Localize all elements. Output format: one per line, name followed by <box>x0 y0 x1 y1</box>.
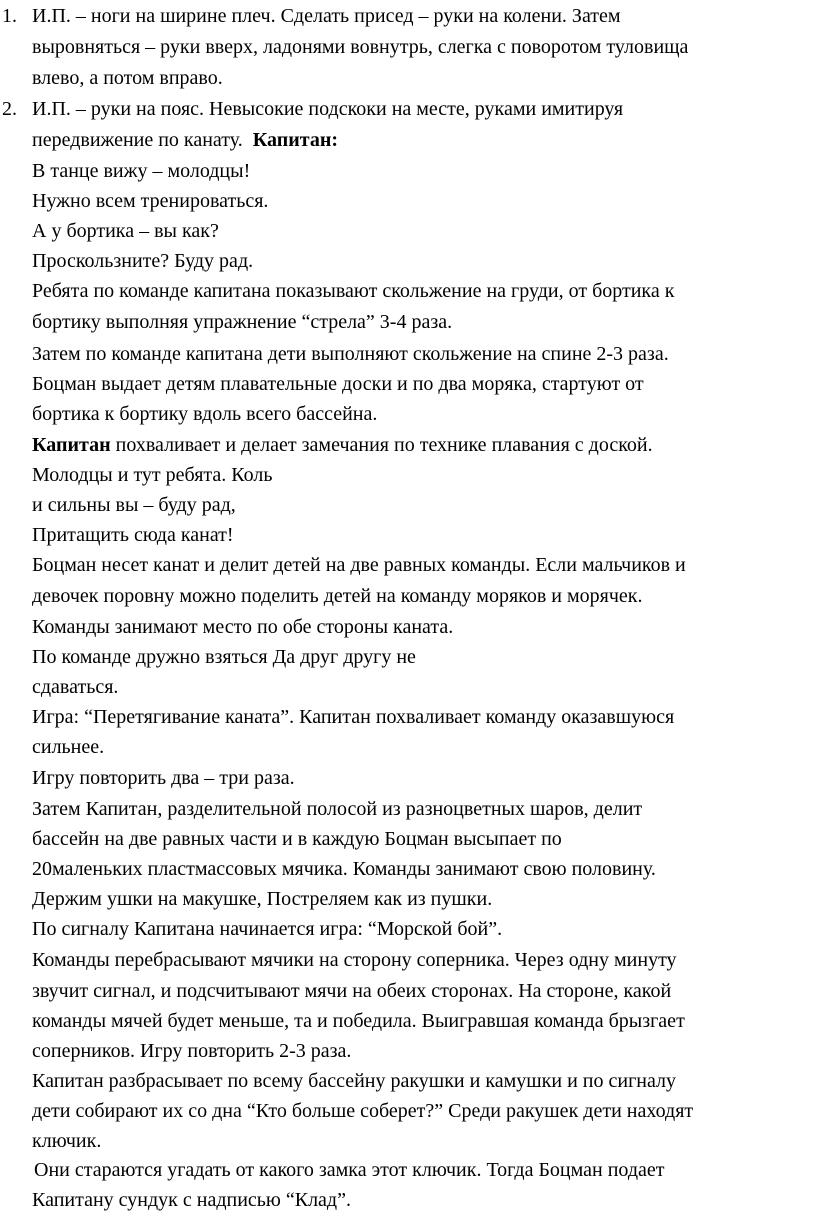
text-line: бортика к бортику вдоль всего бассейна. <box>32 403 378 425</box>
text-line: ключик. <box>32 1130 102 1152</box>
list-item-2-text: передвижение по канату. <box>32 129 243 151</box>
text-line: Игру повторить два – три раза. <box>32 767 295 789</box>
text-line: команды мячей будет меньше, та и победила. Выигравшая команда брызгает <box>32 1010 685 1032</box>
text-line: Они стараются угадать от какого замка этот ключик. Тогда Боцман подает <box>34 1159 665 1181</box>
text-line: бассейн на две равных части и в каждую Боцман высыпает по <box>32 828 562 850</box>
text-line: Ребята по команде капитана показывают скольжение на груди, от бортика к <box>32 280 675 302</box>
text-line: дети собирают их со дна “Кто больше соберет?” Среди ракушек дети находят <box>32 1100 694 1122</box>
list-item-1-line-2: выровняться – руки вверх, ладонями вовнутрь, слегка с поворотом туловища <box>32 36 689 58</box>
list-item-2-line-2 <box>32 126 338 155</box>
text-line: Боцман выдает детям плавательные доски и по два моряка, стартуют от <box>32 373 644 395</box>
text-line: По команде дружно взяться Да друг другу не <box>32 646 416 668</box>
text-line: Капитан разбрасывает по всему бассейну ракушки и камушки и по сигналу <box>32 1070 677 1092</box>
text-line: Проскользните? Буду рад. <box>32 250 254 272</box>
text-line: По сигналу Капитана начинается игра: “Морской бой”. <box>32 918 503 940</box>
text-line: Затем по команде капитана дети выполняют скольжение на спине 2-3 раза. <box>32 343 669 365</box>
text-line: Молодцы и тут ребята. Коль <box>32 464 273 486</box>
speaker-label: Капитан: <box>252 129 339 151</box>
text-line: Держим ушки на макушке, Постреляем как из пушки. <box>32 888 493 910</box>
list-number: 1. <box>2 5 17 27</box>
text-line: Нужно всем тренироваться. <box>32 190 269 212</box>
text-line: сдаваться. <box>32 676 119 698</box>
speaker-label: Капитан <box>32 434 111 456</box>
text-line: Команды перебрасывают мячики на сторону соперника. Через одну минуту <box>32 949 677 971</box>
text-line: Команды занимают место по обе стороны каната. <box>32 616 454 638</box>
text-line: Притащить сюда канат! <box>32 524 234 546</box>
text-line: В танце вижу – молодцы! <box>32 160 251 182</box>
captain-remark-line <box>32 431 653 460</box>
list-item-1-line-3: влево, а потом вправо. <box>32 67 223 89</box>
text-line: Боцман несет канат и делит детей на две равных команды. Если мальчиков и <box>32 554 686 576</box>
text-line: соперников. Игру повторить 2-3 раза. <box>32 1040 352 1062</box>
text-line: бортику выполняя упражнение “стрела” 3-4 раза. <box>32 311 453 333</box>
text-line: А у бортика – вы как? <box>32 220 219 242</box>
text-line: Капитану сундук с надписью “Клад”. <box>32 1189 351 1211</box>
text-line: Затем Капитан, разделительной полосой из разноцветных шаров, делит <box>32 798 643 820</box>
list-item-1-line-1: И.П. – ноги на ширине плеч. Сделать присед – руки на колени. Затем <box>32 5 621 27</box>
list-item-2-line-1: И.П. – руки на пояс. Невысокие подскоки на месте, руками имитируя <box>32 98 624 120</box>
text-line: девочек поровну можно поделить детей на команду моряков и морячек. <box>32 585 643 607</box>
text-line: сильнее. <box>32 736 105 758</box>
list-number: 2. <box>2 98 17 120</box>
text-line: Игра: “Перетягивание каната”. Капитан похваливает команду оказавшуюся <box>32 706 675 728</box>
text-line: 20маленьких пластмассовых мячика. Команды занимают свою половину. <box>32 858 656 880</box>
captain-remark-text: похваливает и делает замечания по технике плавания с доской. <box>110 434 653 456</box>
text-line: звучит сигнал, и подсчитывают мячи на обеих сторонах. На стороне, какой <box>32 980 672 1002</box>
text-line: и сильны вы – буду рад, <box>32 494 236 516</box>
